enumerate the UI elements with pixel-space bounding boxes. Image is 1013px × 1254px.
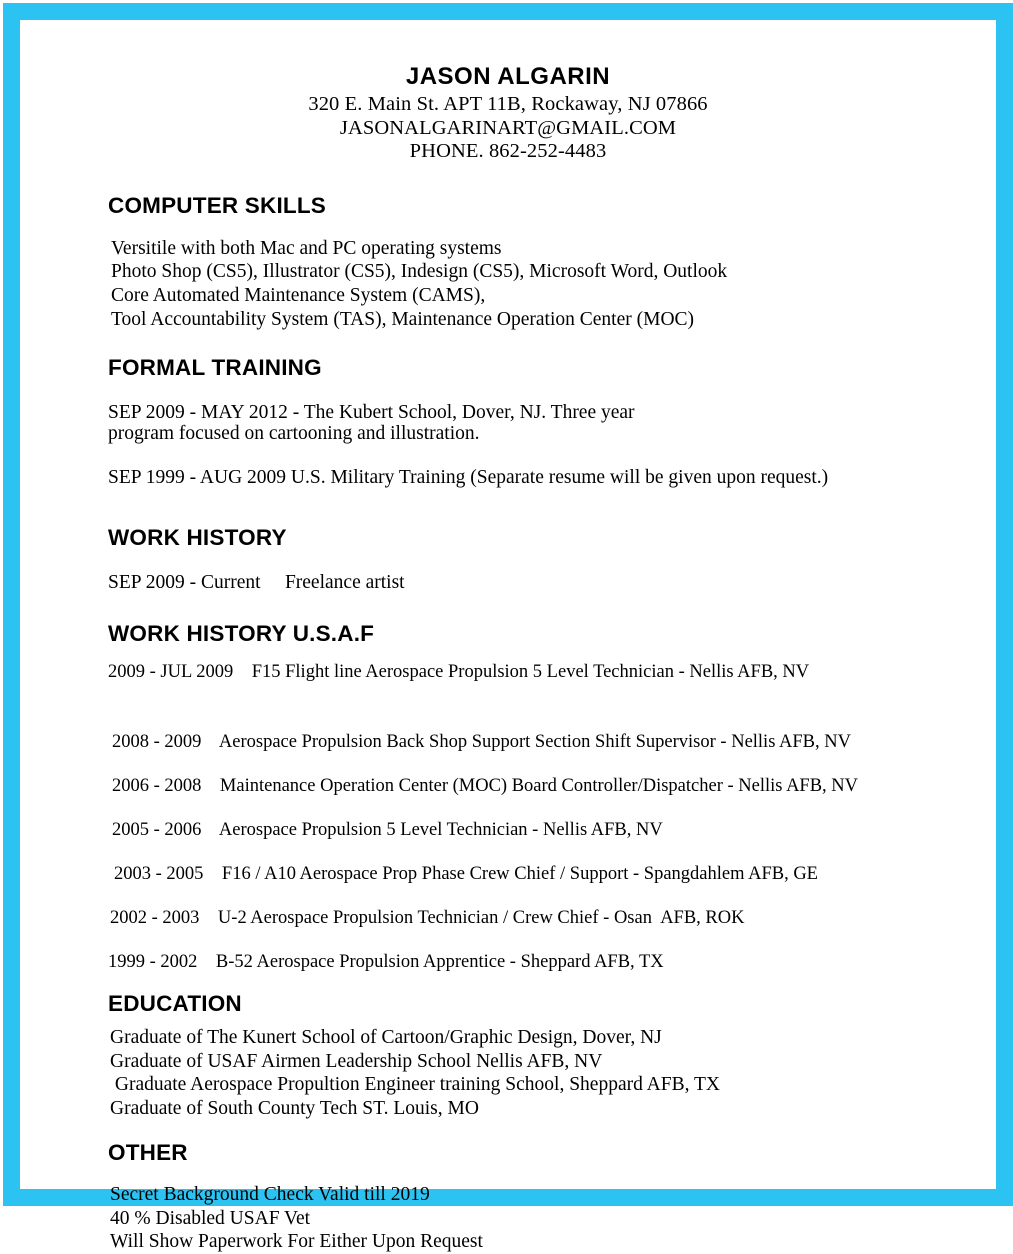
usaf-job-years: 1999 - 2002 xyxy=(108,952,198,973)
other-list xyxy=(108,1183,996,1254)
resume-header xyxy=(20,20,996,164)
computer-skills-list xyxy=(108,237,996,332)
usaf-job-spacer xyxy=(197,952,216,972)
list-item: Secret Background Check Valid till 2019 xyxy=(110,1184,430,1206)
usaf-job-row xyxy=(110,907,996,929)
list-item: Versitile with both Mac and PC operating systems xyxy=(111,237,502,259)
usaf-job-detail: Aerospace Propulsion Back Shop Support Section Shift Supervisor - Nellis AFB, NV xyxy=(218,732,851,753)
section-other xyxy=(20,1140,996,1254)
list-item: Tool Accountability System (TAS), Maintenance Operation Center (MOC) xyxy=(111,308,695,330)
usaf-job-years: 2006 - 2008 xyxy=(112,776,202,797)
list-item: Graduate of The Kunert School of Cartoon/Graphic Design, Dover, NJ xyxy=(110,1027,662,1049)
usaf-job-years: 2002 - 2003 xyxy=(110,908,200,929)
contact-address: 320 E. Main St. APT 11B, Rockaway, NJ 07866 xyxy=(308,93,708,115)
usaf-job-years: 2005 - 2006 xyxy=(112,820,202,841)
usaf-job-row xyxy=(112,775,996,797)
usaf-job-detail: Maintenance Operation Center (MOC) Board Controller/Dispatcher - Nellis AFB, NV xyxy=(219,776,859,797)
usaf-job-detail: Aerospace Propulsion 5 Level Technician - Nellis AFB, NV xyxy=(218,820,663,841)
entry-line: program focused on cartooning and illustration. xyxy=(108,422,480,444)
page-title: JASON ALGARIN xyxy=(405,63,611,90)
section-education xyxy=(20,991,996,1120)
section-work-history-usaf xyxy=(20,621,996,973)
list-item: Photo Shop (CS5), Illustrator (CS5), Indesign (CS5), Microsoft Word, Outlook xyxy=(111,261,728,283)
border-left xyxy=(3,3,20,1206)
border-right xyxy=(996,3,1013,1206)
section-computer-skills xyxy=(20,193,996,332)
work-history-list xyxy=(108,571,996,595)
entry-line: SEP 1999 - AUG 2009 U.S. Military Training (Separate resume will be given upon request.) xyxy=(108,466,829,488)
border-top xyxy=(3,3,1013,20)
usaf-job-row xyxy=(112,819,996,841)
contact-phone: PHONE. 862-252-4483 xyxy=(409,140,607,162)
usaf-job-row xyxy=(108,951,996,973)
resume-sheet xyxy=(20,20,996,1253)
formal-training-entry-2 xyxy=(108,467,996,488)
entry-line: SEP 2009 - MAY 2012 - The Kubert School, Dover, NJ. Three year xyxy=(108,401,635,423)
usaf-job-years: 2009 - JUL 2009 xyxy=(108,662,234,683)
usaf-job-detail: B-52 Aerospace Propulsion Apprentice - Sheppard AFB, TX xyxy=(215,952,664,973)
usaf-job-years: 2008 - 2009 xyxy=(112,732,202,753)
usaf-job-spacer xyxy=(203,864,222,884)
usaf-job-spacer xyxy=(233,662,252,682)
usaf-job-detail: U-2 Aerospace Propulsion Technician / Crew Chief - Osan AFB, ROK xyxy=(217,908,745,929)
usaf-job-row xyxy=(108,661,996,683)
usaf-job-row xyxy=(112,731,996,753)
list-item: Graduate of USAF Airmen Leadership School Nellis AFB, NV xyxy=(110,1050,603,1072)
section-heading-work-history-usaf: WORK HISTORY U.S.A.F xyxy=(108,621,375,647)
section-heading-other: OTHER xyxy=(108,1140,188,1166)
usaf-job-spacer xyxy=(201,776,220,796)
contact-email: JASONALGARINART@GMAIL.COM xyxy=(339,116,677,139)
list-item: 40 % Disabled USAF Vet xyxy=(110,1207,311,1229)
usaf-job-row xyxy=(114,863,996,885)
list-item: Core Automated Maintenance System (CAMS), xyxy=(111,285,486,307)
section-heading-education: EDUCATION xyxy=(108,991,242,1017)
usaf-job-spacer xyxy=(201,732,218,752)
usaf-job-years: 2003 - 2005 xyxy=(114,864,204,885)
list-item: Graduate Aerospace Propultion Engineer training School, Sheppard AFB, TX xyxy=(110,1074,720,1096)
usaf-job-detail: F16 / A10 Aerospace Prop Phase Crew Chief / Support - Spangdahlem AFB, GE xyxy=(221,864,818,885)
list-item: Graduate of South County Tech ST. Louis, MO xyxy=(110,1097,479,1119)
usaf-job-detail: F15 Flight line Aerospace Propulsion 5 Level Technician - Nellis AFB, NV xyxy=(251,662,810,683)
section-heading-formal-training: FORMAL TRAINING xyxy=(108,354,322,380)
usaf-rows xyxy=(108,661,996,973)
list-item: Will Show Paperwork For Either Upon Request xyxy=(110,1231,483,1253)
section-heading-work-history: WORK HISTORY xyxy=(108,524,287,550)
section-heading-computer-skills: COMPUTER SKILLS xyxy=(108,192,327,218)
education-list xyxy=(108,1026,996,1120)
usaf-job-spacer xyxy=(199,908,218,928)
section-work-history xyxy=(20,525,996,595)
formal-training-entry-1 xyxy=(108,402,996,444)
list-item: SEP 2009 - Current Freelance artist xyxy=(108,571,405,593)
usaf-job-spacer xyxy=(201,820,218,840)
section-formal-training xyxy=(20,355,996,488)
